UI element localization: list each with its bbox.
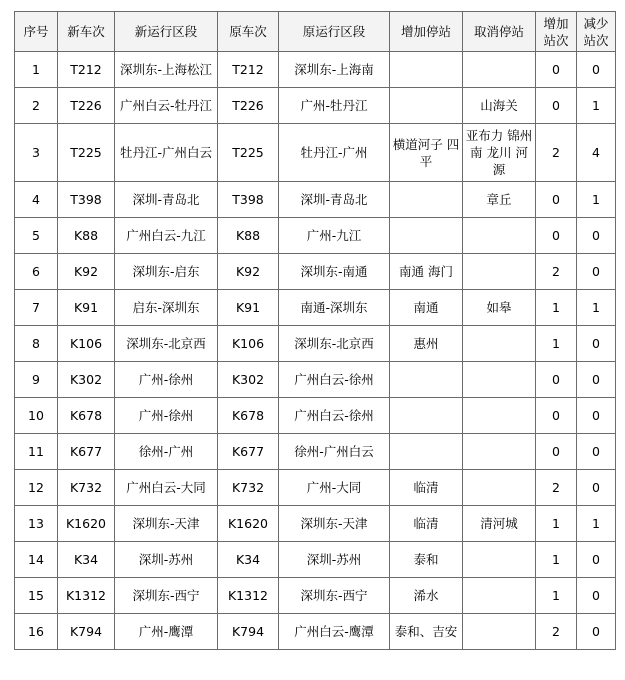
header-seq: 序号 bbox=[15, 12, 58, 52]
cell-added-stops: 惠州 bbox=[390, 326, 463, 362]
cell-added-stops: 南通 bbox=[390, 290, 463, 326]
table-row bbox=[15, 290, 616, 326]
cell-removed-stops bbox=[463, 326, 536, 362]
cell-added-count: 0 bbox=[536, 182, 577, 218]
cell-old-train: K106 bbox=[218, 326, 279, 362]
cell-old-route: 深圳-苏州 bbox=[279, 542, 390, 578]
cell-old-route: 广州-大同 bbox=[279, 470, 390, 506]
cell-added-stops: 泰和 bbox=[390, 542, 463, 578]
cell-seq: 6 bbox=[15, 254, 58, 290]
cell-removed-stops: 如皋 bbox=[463, 290, 536, 326]
train-schedule-table bbox=[14, 11, 616, 650]
cell-added-stops: 浠水 bbox=[390, 578, 463, 614]
cell-new-route: 深圳-青岛北 bbox=[115, 182, 218, 218]
cell-added-stops bbox=[390, 88, 463, 124]
cell-removed-stops bbox=[463, 254, 536, 290]
cell-removed-count: 4 bbox=[577, 124, 616, 182]
cell-new-route: 牡丹江-广州白云 bbox=[115, 124, 218, 182]
header-old-train: 原车次 bbox=[218, 12, 279, 52]
cell-added-stops: 南通 海门 bbox=[390, 254, 463, 290]
cell-old-route: 深圳-青岛北 bbox=[279, 182, 390, 218]
cell-added-stops bbox=[390, 434, 463, 470]
cell-removed-count: 1 bbox=[577, 182, 616, 218]
cell-old-train: K794 bbox=[218, 614, 279, 650]
cell-removed-count: 0 bbox=[577, 470, 616, 506]
cell-new-route: 广州-鹰潭 bbox=[115, 614, 218, 650]
cell-seq: 5 bbox=[15, 218, 58, 254]
header-old-route: 原运行区段 bbox=[279, 12, 390, 52]
table-row bbox=[15, 326, 616, 362]
cell-added-stops: 临清 bbox=[390, 470, 463, 506]
cell-old-route: 徐州-广州白云 bbox=[279, 434, 390, 470]
table-row bbox=[15, 254, 616, 290]
cell-new-route: 深圳东-天津 bbox=[115, 506, 218, 542]
cell-added-count: 0 bbox=[536, 88, 577, 124]
cell-added-count: 0 bbox=[536, 362, 577, 398]
table-row bbox=[15, 506, 616, 542]
cell-seq: 13 bbox=[15, 506, 58, 542]
cell-new-route: 深圳东-北京西 bbox=[115, 326, 218, 362]
cell-added-stops bbox=[390, 398, 463, 434]
cell-new-train: K34 bbox=[58, 542, 115, 578]
table-row bbox=[15, 182, 616, 218]
cell-new-route: 徐州-广州 bbox=[115, 434, 218, 470]
cell-old-route: 南通-深圳东 bbox=[279, 290, 390, 326]
cell-old-route: 广州白云-鹰潭 bbox=[279, 614, 390, 650]
cell-new-route: 深圳东-启东 bbox=[115, 254, 218, 290]
header-new-train: 新车次 bbox=[58, 12, 115, 52]
cell-old-route: 深圳东-天津 bbox=[279, 506, 390, 542]
cell-seq: 14 bbox=[15, 542, 58, 578]
cell-new-train: T226 bbox=[58, 88, 115, 124]
cell-added-count: 2 bbox=[536, 254, 577, 290]
cell-removed-count: 0 bbox=[577, 254, 616, 290]
table-row bbox=[15, 614, 616, 650]
cell-added-count: 0 bbox=[536, 434, 577, 470]
header-removed-stops: 取消停站 bbox=[463, 12, 536, 52]
cell-new-route: 深圳-苏州 bbox=[115, 542, 218, 578]
cell-removed-stops bbox=[463, 578, 536, 614]
cell-added-stops: 泰和、吉安 bbox=[390, 614, 463, 650]
cell-removed-stops bbox=[463, 218, 536, 254]
table-row bbox=[15, 218, 616, 254]
cell-removed-count: 0 bbox=[577, 326, 616, 362]
cell-added-stops bbox=[390, 362, 463, 398]
table-body bbox=[15, 52, 616, 650]
cell-removed-stops bbox=[463, 470, 536, 506]
cell-new-train: T212 bbox=[58, 52, 115, 88]
cell-removed-stops: 章丘 bbox=[463, 182, 536, 218]
cell-removed-count: 0 bbox=[577, 52, 616, 88]
cell-old-train: K91 bbox=[218, 290, 279, 326]
cell-old-train: K92 bbox=[218, 254, 279, 290]
header-added-count: 增加站次 bbox=[536, 12, 577, 52]
cell-added-stops: 临清 bbox=[390, 506, 463, 542]
cell-new-train: K794 bbox=[58, 614, 115, 650]
table-row bbox=[15, 542, 616, 578]
cell-added-stops: 横道河子 四平 bbox=[390, 124, 463, 182]
cell-old-train: K88 bbox=[218, 218, 279, 254]
cell-removed-count: 0 bbox=[577, 434, 616, 470]
cell-seq: 11 bbox=[15, 434, 58, 470]
cell-removed-stops: 亚布力 锦州南 龙川 河源 bbox=[463, 124, 536, 182]
cell-new-route: 深圳东-西宁 bbox=[115, 578, 218, 614]
cell-new-route: 深圳东-上海松江 bbox=[115, 52, 218, 88]
cell-removed-stops: 山海关 bbox=[463, 88, 536, 124]
cell-added-count: 2 bbox=[536, 614, 577, 650]
cell-seq: 10 bbox=[15, 398, 58, 434]
table-row bbox=[15, 434, 616, 470]
cell-new-train: K677 bbox=[58, 434, 115, 470]
cell-removed-stops bbox=[463, 614, 536, 650]
cell-new-train: K302 bbox=[58, 362, 115, 398]
cell-new-route: 广州-徐州 bbox=[115, 362, 218, 398]
cell-removed-stops bbox=[463, 434, 536, 470]
cell-new-train: K1312 bbox=[58, 578, 115, 614]
cell-added-count: 1 bbox=[536, 290, 577, 326]
cell-added-stops bbox=[390, 218, 463, 254]
cell-old-train: T398 bbox=[218, 182, 279, 218]
cell-new-train: K732 bbox=[58, 470, 115, 506]
cell-removed-count: 0 bbox=[577, 218, 616, 254]
table-row bbox=[15, 470, 616, 506]
cell-old-train: K1312 bbox=[218, 578, 279, 614]
cell-seq: 4 bbox=[15, 182, 58, 218]
cell-seq: 8 bbox=[15, 326, 58, 362]
header-added-stops: 增加停站 bbox=[390, 12, 463, 52]
cell-added-count: 1 bbox=[536, 506, 577, 542]
cell-removed-count: 0 bbox=[577, 542, 616, 578]
cell-old-train: K302 bbox=[218, 362, 279, 398]
cell-old-route: 深圳东-南通 bbox=[279, 254, 390, 290]
cell-added-count: 1 bbox=[536, 326, 577, 362]
cell-removed-stops bbox=[463, 542, 536, 578]
cell-old-route: 深圳东-西宁 bbox=[279, 578, 390, 614]
cell-added-stops bbox=[390, 52, 463, 88]
cell-seq: 12 bbox=[15, 470, 58, 506]
cell-new-train: K88 bbox=[58, 218, 115, 254]
cell-old-train: K34 bbox=[218, 542, 279, 578]
table-row bbox=[15, 88, 616, 124]
cell-removed-stops: 清河城 bbox=[463, 506, 536, 542]
cell-removed-count: 0 bbox=[577, 578, 616, 614]
cell-seq: 1 bbox=[15, 52, 58, 88]
cell-added-count: 1 bbox=[536, 578, 577, 614]
cell-seq: 3 bbox=[15, 124, 58, 182]
table-row bbox=[15, 52, 616, 88]
cell-old-train: T225 bbox=[218, 124, 279, 182]
cell-old-train: K1620 bbox=[218, 506, 279, 542]
cell-new-train: T225 bbox=[58, 124, 115, 182]
table-row bbox=[15, 398, 616, 434]
cell-removed-count: 1 bbox=[577, 506, 616, 542]
cell-removed-count: 0 bbox=[577, 614, 616, 650]
cell-new-route: 广州白云-大同 bbox=[115, 470, 218, 506]
cell-seq: 9 bbox=[15, 362, 58, 398]
table-row bbox=[15, 578, 616, 614]
header-new-route: 新运行区段 bbox=[115, 12, 218, 52]
cell-new-train: K91 bbox=[58, 290, 115, 326]
cell-added-count: 0 bbox=[536, 52, 577, 88]
cell-old-route: 牡丹江-广州 bbox=[279, 124, 390, 182]
cell-removed-count: 0 bbox=[577, 362, 616, 398]
table-header-row bbox=[15, 12, 616, 52]
cell-seq: 2 bbox=[15, 88, 58, 124]
cell-added-stops bbox=[390, 182, 463, 218]
cell-seq: 16 bbox=[15, 614, 58, 650]
cell-new-train: K92 bbox=[58, 254, 115, 290]
cell-old-route: 广州白云-徐州 bbox=[279, 398, 390, 434]
cell-removed-count: 0 bbox=[577, 398, 616, 434]
cell-new-route: 启东-深圳东 bbox=[115, 290, 218, 326]
cell-new-route: 广州白云-九江 bbox=[115, 218, 218, 254]
cell-old-train: K677 bbox=[218, 434, 279, 470]
cell-removed-stops bbox=[463, 52, 536, 88]
cell-added-count: 1 bbox=[536, 542, 577, 578]
cell-old-route: 深圳东-北京西 bbox=[279, 326, 390, 362]
cell-old-train: K732 bbox=[218, 470, 279, 506]
cell-removed-stops bbox=[463, 362, 536, 398]
cell-seq: 7 bbox=[15, 290, 58, 326]
cell-removed-stops bbox=[463, 398, 536, 434]
cell-new-route: 广州白云-牡丹江 bbox=[115, 88, 218, 124]
cell-new-train: K678 bbox=[58, 398, 115, 434]
cell-old-route: 广州-牡丹江 bbox=[279, 88, 390, 124]
table-row bbox=[15, 362, 616, 398]
cell-old-train: T212 bbox=[218, 52, 279, 88]
cell-seq: 15 bbox=[15, 578, 58, 614]
table-row bbox=[15, 124, 616, 182]
cell-old-train: T226 bbox=[218, 88, 279, 124]
cell-new-route: 广州-徐州 bbox=[115, 398, 218, 434]
cell-new-train: K106 bbox=[58, 326, 115, 362]
cell-new-train: T398 bbox=[58, 182, 115, 218]
cell-old-route: 广州白云-徐州 bbox=[279, 362, 390, 398]
cell-old-route: 深圳东-上海南 bbox=[279, 52, 390, 88]
cell-removed-count: 1 bbox=[577, 88, 616, 124]
cell-old-route: 广州-九江 bbox=[279, 218, 390, 254]
cell-added-count: 0 bbox=[536, 218, 577, 254]
header-removed-count: 减少站次 bbox=[577, 12, 616, 52]
cell-new-train: K1620 bbox=[58, 506, 115, 542]
cell-old-train: K678 bbox=[218, 398, 279, 434]
cell-added-count: 2 bbox=[536, 124, 577, 182]
cell-added-count: 2 bbox=[536, 470, 577, 506]
cell-added-count: 0 bbox=[536, 398, 577, 434]
cell-removed-count: 1 bbox=[577, 290, 616, 326]
